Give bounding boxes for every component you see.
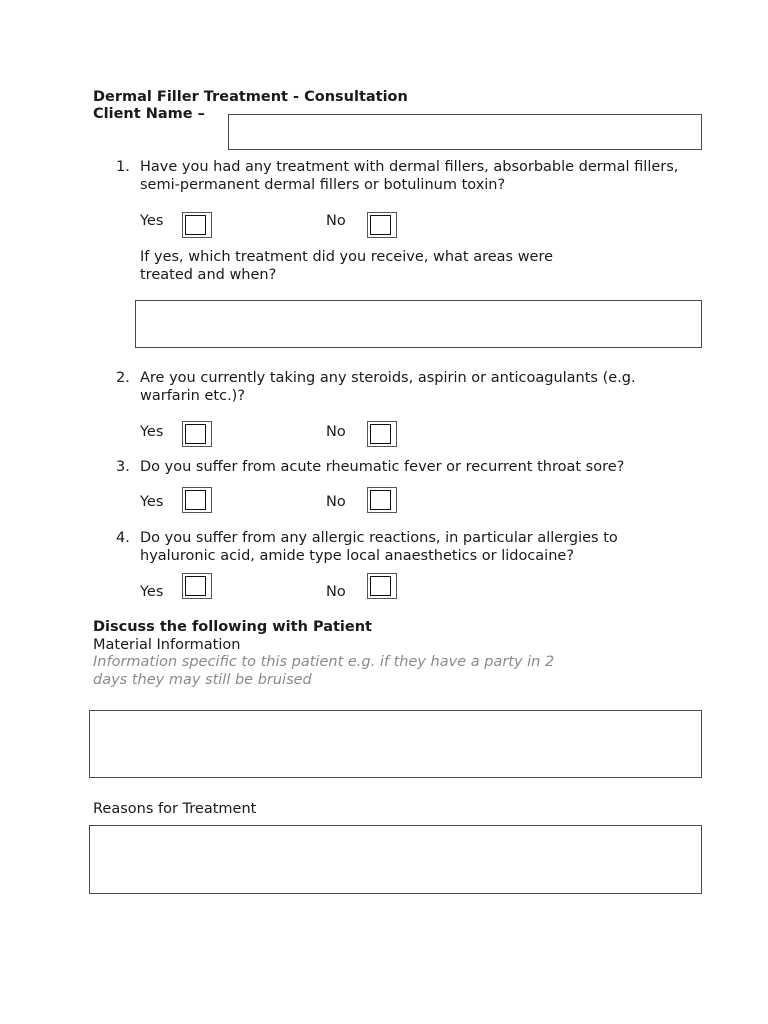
client-name-label: Client Name – bbox=[93, 106, 205, 122]
question-4-no-label: No bbox=[326, 584, 346, 600]
question-4-number: 4. bbox=[116, 530, 130, 546]
question-3-text: Do you suffer from acute rheumatic fever or recurrent throat sore? bbox=[140, 459, 625, 475]
checkbox-square bbox=[370, 215, 391, 235]
question-2-text: Are you currently taking any steroids, aspirin or anticoagulants (e.g. warfarin etc.)? bbox=[140, 370, 636, 404]
reasons-field[interactable] bbox=[89, 825, 702, 894]
reasons-label: Reasons for Treatment bbox=[93, 801, 257, 817]
question-3-yes-label: Yes bbox=[140, 494, 164, 510]
question-4-text: Do you suffer from any allergic reactions, in particular allergies to hyaluronic acid, amide type local anaesthetics or lidocaine? bbox=[140, 530, 618, 564]
checkbox-square bbox=[185, 576, 206, 596]
question-2-number: 2. bbox=[116, 370, 130, 386]
question-3-number: 3. bbox=[116, 459, 130, 475]
question-1-text: Have you had any treatment with dermal fillers, absorbable dermal fillers, semi-permanent dermal fillers or botulinum toxin? bbox=[140, 159, 679, 193]
form-title: Dermal Filler Treatment - Consultation bbox=[93, 89, 408, 105]
checkbox-square bbox=[370, 490, 391, 510]
question-1-number: 1. bbox=[116, 159, 130, 175]
checkbox-square bbox=[370, 576, 391, 596]
material-info-hint: Information specific to this patient e.g. if they have a party in 2 days they may still be bruised bbox=[93, 654, 555, 688]
client-name-field[interactable] bbox=[228, 114, 702, 150]
checkbox-square bbox=[370, 424, 391, 444]
question-3-no-label: No bbox=[326, 494, 346, 510]
question-2-yes-checkbox[interactable] bbox=[182, 421, 212, 447]
checkbox-square bbox=[185, 490, 206, 510]
question-1-yes-checkbox[interactable] bbox=[182, 212, 212, 238]
question-1-no-label: No bbox=[326, 213, 346, 229]
material-info-label: Material Information bbox=[93, 637, 241, 653]
checkbox-square bbox=[185, 424, 206, 444]
question-1-yes-label: Yes bbox=[140, 213, 164, 229]
question-3-yes-checkbox[interactable] bbox=[182, 487, 212, 513]
question-2-no-label: No bbox=[326, 424, 346, 440]
question-1-details-field[interactable] bbox=[135, 300, 702, 348]
question-3-no-checkbox[interactable] bbox=[367, 487, 397, 513]
question-1-followup: If yes, which treatment did you receive, what areas were treated and when? bbox=[140, 249, 554, 283]
discuss-heading: Discuss the following with Patient bbox=[93, 619, 372, 635]
question-1-no-checkbox[interactable] bbox=[367, 212, 397, 238]
checkbox-square bbox=[185, 215, 206, 235]
question-2-no-checkbox[interactable] bbox=[367, 421, 397, 447]
question-4-no-checkbox[interactable] bbox=[367, 573, 397, 599]
question-4-yes-label: Yes bbox=[140, 584, 164, 600]
question-4-yes-checkbox[interactable] bbox=[182, 573, 212, 599]
question-2-yes-label: Yes bbox=[140, 424, 164, 440]
material-info-field[interactable] bbox=[89, 710, 702, 778]
